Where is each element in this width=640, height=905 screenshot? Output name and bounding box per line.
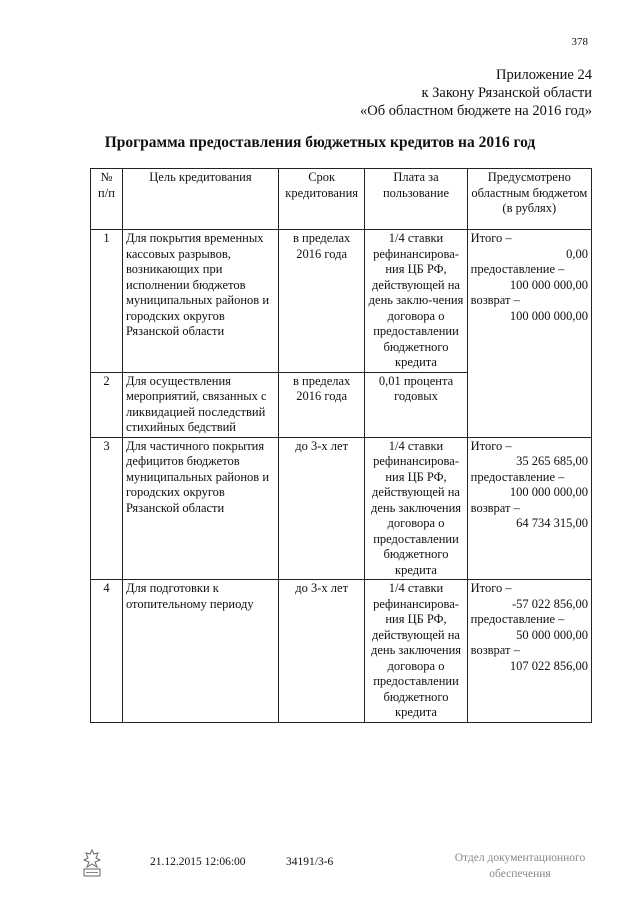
row-goal: Для подготовки к отопительному периоду — [122, 580, 278, 723]
row-fee: 1/4 ставки рефинансирова-ния ЦБ РФ, действующей на день заключения договора о предоставлении бюджетного кредита — [365, 437, 467, 580]
row-amount — [467, 437, 591, 580]
return-value: 64 734 315,00 — [516, 516, 588, 530]
row-num: 2 — [91, 372, 123, 437]
row-num: 1 — [91, 230, 123, 373]
return-label: возврат – — [470, 500, 520, 515]
row-term: до 3-х лет — [278, 437, 364, 580]
header-num: № п/п — [91, 169, 123, 230]
row-fee: 1/4 ставки рефинансирова-ния ЦБ РФ, действующей на день заключения договора о предоставлении бюджетного кредита — [365, 580, 467, 723]
total-label: Итого – — [470, 438, 512, 453]
header-term: Срок кредитования — [278, 169, 364, 230]
row-amount — [467, 580, 591, 723]
row-num: 3 — [91, 437, 123, 580]
grant-value: 100 000 000,00 — [509, 485, 588, 499]
footer-datetime: 21.12.2015 12:06:00 — [150, 856, 246, 868]
total-value: 35 265 685,00 — [516, 454, 588, 468]
stamp-icon — [80, 848, 104, 878]
header-goal: Цель кредитования — [122, 169, 278, 230]
row-goal: Для покрытия временных кассовых разрывов, возникающих при исполнении бюджетов муниципальных районов и городских округов Рязанской области — [122, 230, 278, 373]
row-goal: Для осуществления мероприятий, связанных с ликвидацией последствий стихийных бедствий — [122, 372, 278, 437]
grant-label: предоставление – — [470, 262, 565, 276]
appendix-block — [360, 66, 592, 120]
return-value: 107 022 856,00 — [509, 658, 588, 673]
total-label: Итого – — [470, 231, 512, 245]
footer-department: Отдел документационного обеспечения — [454, 852, 586, 880]
table-header-row — [91, 169, 592, 230]
row-term: в пределах 2016 года — [278, 230, 364, 373]
row-term: в пределах 2016 года — [278, 372, 364, 437]
appendix-line-2: к Закону Рязанской области — [421, 85, 592, 101]
footer-code: 34191/3-6 — [286, 856, 334, 868]
total-value: -57 022 856,00 — [511, 596, 588, 611]
credit-program-table — [90, 168, 592, 723]
appendix-line-1: Приложение 24 — [496, 67, 592, 83]
total-value: 0,00 — [566, 246, 588, 261]
row-fee: 1/4 ставки рефинансирова-ния ЦБ РФ, действующей на день заклю-чения договора о предоставлении бюджетного кредита — [365, 230, 467, 373]
table-row — [91, 580, 592, 723]
row-num: 4 — [91, 580, 123, 723]
grant-label: предоставление – — [470, 612, 565, 626]
row-goal: Для частичного покрытия дефицитов бюджетов муниципальных районов и городских округов Рязанской области — [122, 437, 278, 580]
return-label: возврат – — [470, 643, 520, 657]
header-amount: Предусмотрено областным бюджетом (в рублях) — [467, 169, 591, 230]
table-row — [91, 437, 592, 580]
row-amount — [467, 230, 591, 438]
table-row — [91, 230, 592, 373]
document-title: Программа предоставления бюджетных кредитов на 2016 год — [104, 134, 536, 151]
grant-value: 100 000 000,00 — [509, 277, 588, 292]
total-label: Итого – — [470, 581, 512, 595]
grant-label: предоставление – — [470, 469, 565, 484]
return-value: 100 000 000,00 — [509, 308, 588, 323]
header-fee: Плата за пользование — [365, 169, 467, 230]
return-label: возврат – — [470, 293, 520, 307]
row-term: до 3-х лет — [278, 580, 364, 723]
grant-value: 50 000 000,00 — [516, 627, 588, 642]
appendix-line-3: «Об областном бюджете на 2016 год» — [360, 103, 592, 119]
page-number: 378 — [571, 36, 588, 48]
row-fee: 0,01 процента годовых — [365, 372, 467, 437]
